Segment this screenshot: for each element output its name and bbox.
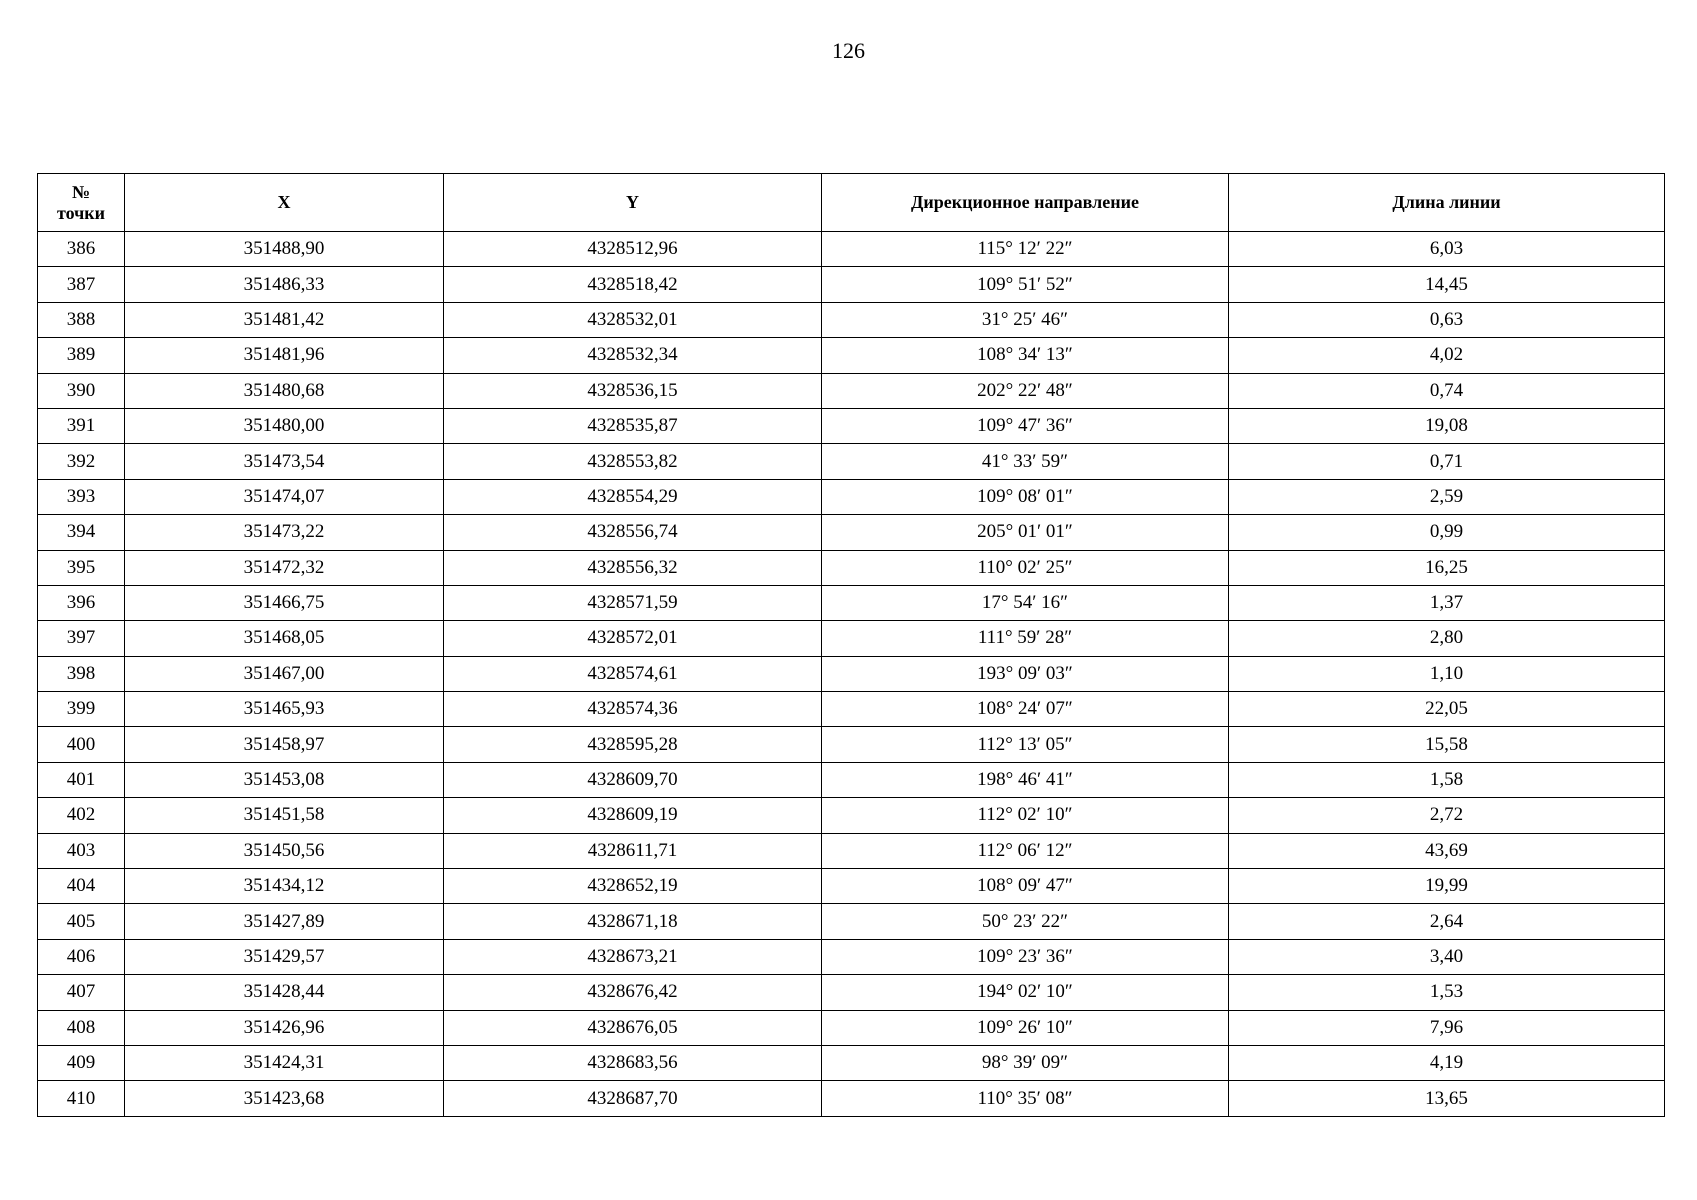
cell-y: 4328532,34 [444,338,822,373]
table-row [38,1045,1665,1080]
cell-x: 351466,75 [125,585,444,620]
table-row [38,373,1665,408]
cell-x: 351428,44 [125,975,444,1010]
cell-point-number: 397 [38,621,125,656]
table-row [38,692,1665,727]
cell-point-number: 395 [38,550,125,585]
cell-point-number: 392 [38,444,125,479]
cell-y: 4328518,42 [444,267,822,302]
cell-direction: 109° 23′ 36″ [822,939,1229,974]
header-point-number-label: точки [56,202,106,223]
header-point-number [38,174,125,232]
cell-line-length: 6,03 [1229,232,1665,267]
cell-line-length: 4,19 [1229,1045,1665,1080]
cell-y: 4328676,42 [444,975,822,1010]
cell-direction: 205° 01′ 01″ [822,515,1229,550]
table-row [38,833,1665,868]
cell-direction: 109° 26′ 10″ [822,1010,1229,1045]
cell-line-length: 2,64 [1229,904,1665,939]
cell-point-number: 389 [38,338,125,373]
table-row [38,904,1665,939]
cell-y: 4328571,59 [444,585,822,620]
cell-point-number: 391 [38,408,125,443]
cell-line-length: 19,99 [1229,869,1665,904]
cell-line-length: 1,10 [1229,656,1665,691]
cell-direction: 108° 09′ 47″ [822,869,1229,904]
cell-point-number: 399 [38,692,125,727]
coordinates-table [37,173,1665,1117]
cell-line-length: 3,40 [1229,939,1665,974]
cell-x: 351481,96 [125,338,444,373]
cell-x: 351453,08 [125,762,444,797]
table-row [38,975,1665,1010]
cell-x: 351423,68 [125,1081,444,1116]
table-row [38,585,1665,620]
cell-line-length: 16,25 [1229,550,1665,585]
table-row [38,550,1665,585]
cell-point-number: 405 [38,904,125,939]
cell-direction: 115° 12′ 22″ [822,232,1229,267]
cell-y: 4328556,32 [444,550,822,585]
cell-direction: 202° 22′ 48″ [822,373,1229,408]
cell-line-length: 43,69 [1229,833,1665,868]
cell-x: 351424,31 [125,1045,444,1080]
cell-point-number: 401 [38,762,125,797]
cell-point-number: 393 [38,479,125,514]
cell-line-length: 4,02 [1229,338,1665,373]
cell-x: 351434,12 [125,869,444,904]
cell-direction: 110° 35′ 08″ [822,1081,1229,1116]
table-header-row [38,174,1665,232]
cell-direction: 194° 02′ 10″ [822,975,1229,1010]
table-body [38,232,1665,1117]
cell-line-length: 15,58 [1229,727,1665,762]
cell-point-number: 402 [38,798,125,833]
cell-x: 351480,00 [125,408,444,443]
cell-point-number: 388 [38,302,125,337]
cell-direction: 111° 59′ 28″ [822,621,1229,656]
cell-point-number: 408 [38,1010,125,1045]
cell-x: 351427,89 [125,904,444,939]
cell-direction: 108° 34′ 13″ [822,338,1229,373]
cell-x: 351480,68 [125,373,444,408]
cell-line-length: 1,53 [1229,975,1665,1010]
table-row [38,762,1665,797]
table-row [38,1010,1665,1045]
cell-y: 4328556,74 [444,515,822,550]
cell-y: 4328574,61 [444,656,822,691]
cell-line-length: 1,58 [1229,762,1665,797]
cell-point-number: 386 [38,232,125,267]
cell-x: 351472,32 [125,550,444,585]
cell-x: 351474,07 [125,479,444,514]
header-line-length: Длина линии [1229,174,1665,232]
cell-x: 351465,93 [125,692,444,727]
header-direction: Дирекционное направление [822,174,1229,232]
table-row [38,515,1665,550]
cell-y: 4328554,29 [444,479,822,514]
cell-point-number: 407 [38,975,125,1010]
header-point-number-symbol: № [71,181,91,202]
table-row [38,621,1665,656]
cell-direction: 17° 54′ 16″ [822,585,1229,620]
table-row [38,939,1665,974]
cell-direction: 108° 24′ 07″ [822,692,1229,727]
cell-direction: 98° 39′ 09″ [822,1045,1229,1080]
cell-direction: 41° 33′ 59″ [822,444,1229,479]
cell-line-length: 14,45 [1229,267,1665,302]
cell-line-length: 7,96 [1229,1010,1665,1045]
cell-line-length: 2,72 [1229,798,1665,833]
cell-point-number: 390 [38,373,125,408]
cell-direction: 109° 47′ 36″ [822,408,1229,443]
cell-direction: 112° 13′ 05″ [822,727,1229,762]
cell-direction: 193° 09′ 03″ [822,656,1229,691]
cell-y: 4328671,18 [444,904,822,939]
cell-x: 351473,54 [125,444,444,479]
cell-y: 4328652,19 [444,869,822,904]
cell-y: 4328683,56 [444,1045,822,1080]
cell-x: 351426,96 [125,1010,444,1045]
cell-line-length: 0,74 [1229,373,1665,408]
table-row [38,302,1665,337]
cell-y: 4328595,28 [444,727,822,762]
cell-direction: 112° 06′ 12″ [822,833,1229,868]
table-row [38,1081,1665,1116]
cell-line-length: 0,99 [1229,515,1665,550]
cell-x: 351451,58 [125,798,444,833]
cell-line-length: 13,65 [1229,1081,1665,1116]
cell-y: 4328609,19 [444,798,822,833]
table-row [38,338,1665,373]
header-y: Y [444,174,822,232]
cell-point-number: 404 [38,869,125,904]
table-row [38,798,1665,833]
cell-y: 4328676,05 [444,1010,822,1045]
cell-x: 351488,90 [125,232,444,267]
cell-line-length: 0,63 [1229,302,1665,337]
cell-direction: 198° 46′ 41″ [822,762,1229,797]
header-x: X [125,174,444,232]
cell-line-length: 1,37 [1229,585,1665,620]
cell-point-number: 406 [38,939,125,974]
cell-x: 351468,05 [125,621,444,656]
cell-point-number: 409 [38,1045,125,1080]
table-row [38,727,1665,762]
cell-y: 4328574,36 [444,692,822,727]
cell-point-number: 410 [38,1081,125,1116]
cell-line-length: 0,71 [1229,444,1665,479]
cell-direction: 109° 08′ 01″ [822,479,1229,514]
cell-direction: 50° 23′ 22″ [822,904,1229,939]
cell-direction: 109° 51′ 52″ [822,267,1229,302]
cell-y: 4328535,87 [444,408,822,443]
cell-y: 4328673,21 [444,939,822,974]
cell-y: 4328532,01 [444,302,822,337]
cell-x: 351429,57 [125,939,444,974]
cell-point-number: 387 [38,267,125,302]
cell-x: 351473,22 [125,515,444,550]
cell-point-number: 398 [38,656,125,691]
cell-y: 4328536,15 [444,373,822,408]
cell-x: 351467,00 [125,656,444,691]
cell-point-number: 396 [38,585,125,620]
cell-y: 4328611,71 [444,833,822,868]
cell-y: 4328609,70 [444,762,822,797]
cell-direction: 110° 02′ 25″ [822,550,1229,585]
cell-y: 4328687,70 [444,1081,822,1116]
table-row [38,408,1665,443]
cell-x: 351458,97 [125,727,444,762]
cell-y: 4328572,01 [444,621,822,656]
table-row [38,267,1665,302]
cell-point-number: 403 [38,833,125,868]
cell-x: 351450,56 [125,833,444,868]
cell-x: 351481,42 [125,302,444,337]
table-row [38,656,1665,691]
cell-line-length: 2,80 [1229,621,1665,656]
cell-direction: 112° 02′ 10″ [822,798,1229,833]
cell-point-number: 400 [38,727,125,762]
cell-direction: 31° 25′ 46″ [822,302,1229,337]
cell-x: 351486,33 [125,267,444,302]
table-row [38,479,1665,514]
cell-line-length: 22,05 [1229,692,1665,727]
cell-y: 4328553,82 [444,444,822,479]
page-number: 126 [832,38,865,63]
table-row [38,444,1665,479]
cell-point-number: 394 [38,515,125,550]
table-row [38,232,1665,267]
cell-line-length: 2,59 [1229,479,1665,514]
cell-line-length: 19,08 [1229,408,1665,443]
cell-y: 4328512,96 [444,232,822,267]
table-row [38,869,1665,904]
